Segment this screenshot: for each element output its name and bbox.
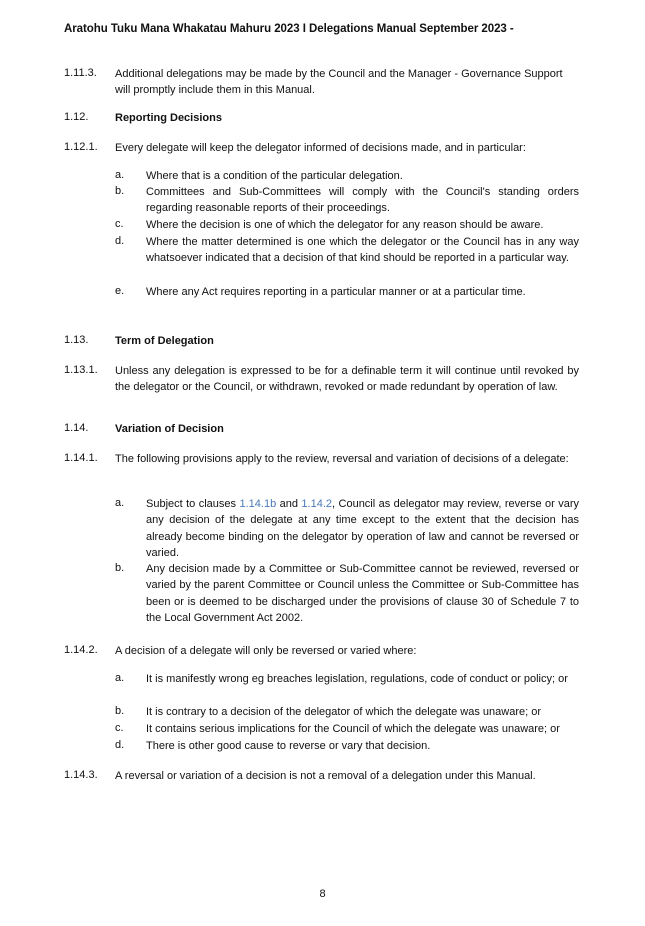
list-item-text: It contains serious implications for the Council of which the delegate was unaware; or [146,723,560,735]
section-number: 1.12. [64,111,89,123]
list-item-letter: b. [115,185,125,197]
list-item-text: Where any Act requires reporting in a particular manner or at a particular time. [146,286,526,298]
clause-number: 1.13.1. [64,364,98,376]
clause-link-1-14-2[interactable]: 1.14.2 [301,498,333,510]
list-item-letter: c. [115,722,124,734]
list-item-letter: d. [115,235,125,247]
clause-number: 1.12.1. [64,141,98,153]
clause-text: A decision of a delegate will only be reversed or varied where: [115,645,417,657]
clause-text: A reversal or variation of a decision is not a removal of a delegation under this Manual. [115,770,536,782]
clause-text: Every delegate will keep the delegator informed of decisions made, and in particular: [115,142,526,154]
list-item-letter: a. [115,169,125,181]
list-item-letter: a. [115,672,125,684]
list-item-letter: a. [115,497,125,509]
list-item-text: Any decision made by a Committee or Sub-Committee cannot be reviewed, reversed or varied by the parent Committee or Council unless the Committee or Sub-Committee has been or is deemed to be discharged under the provisions of clause 30 of Schedule 7 to the Local Government Act 2002. [146,563,579,625]
section-number: 1.14. [64,422,89,434]
clause-number: 1.11.3. [64,67,97,79]
clause-text: Additional delegations may be made by the Council and the Manager - Governance Support will promptly include them in this Manual. [115,68,563,97]
clause-number: 1.14.2. [64,644,98,656]
list-item-letter: b. [115,562,125,574]
list-item-text: Committees and Sub-Committees will comply with the Council's standing orders regarding reasonable reports of their proceedings. [146,186,579,215]
list-item-text-part: , Council as delegator may review, reverse or vary any decision of the delegate at any time except to the extent that the decision has already become binding on the delegator by operation of law and cannot be reversed or varied. [146,498,579,560]
clause-text: Unless any delegation is expressed to be for a definable term it will continue until revoked by the delegator or the Council, or withdrawn, revoked or made redundant by operation of law. [115,365,579,394]
clause-link-1-14-1b[interactable]: 1.14.1b [239,498,277,510]
list-item-text: It is manifestly wrong eg breaches legislation, regulations, code of conduct or policy; or [146,673,568,685]
list-item-text-part: and [276,498,302,510]
section-heading: Term of Delegation [115,335,214,347]
list-item-text [146,496,579,562]
list-item-text: It is contrary to a decision of the delegator of which the delegate was unaware; or [146,706,542,718]
list-item-text: There is other good cause to reverse or vary that decision. [146,740,431,752]
list-item-letter: c. [115,218,124,230]
list-item-text-part: Subject to clauses [146,498,240,510]
clause-number: 1.14.1. [64,452,98,464]
section-number: 1.13. [64,334,89,346]
clause-number: 1.14.3. [64,769,98,781]
list-item-text: Where that is a condition of the particular delegation. [146,170,403,182]
section-heading: Variation of Decision [115,423,224,435]
list-item-letter: b. [115,705,125,717]
clause-text: The following provisions apply to the review, reversal and variation of decisions of a delegate: [115,453,569,465]
list-item-letter: d. [115,739,125,751]
list-item-letter: e. [115,285,125,297]
section-heading: Reporting Decisions [115,112,222,124]
list-item-text: Where the decision is one of which the delegator for any reason should be aware. [146,219,544,231]
list-item-text: Where the matter determined is one which the delegator or the Council has in any way whatsoever indicated that a decision of that kind should be reported in a particular way. [146,236,579,265]
page-number: 8 [319,888,326,900]
page-header: Aratohu Tuku Mana Whakatau Mahuru 2023 I Delegations Manual September 2023 - [64,23,514,35]
